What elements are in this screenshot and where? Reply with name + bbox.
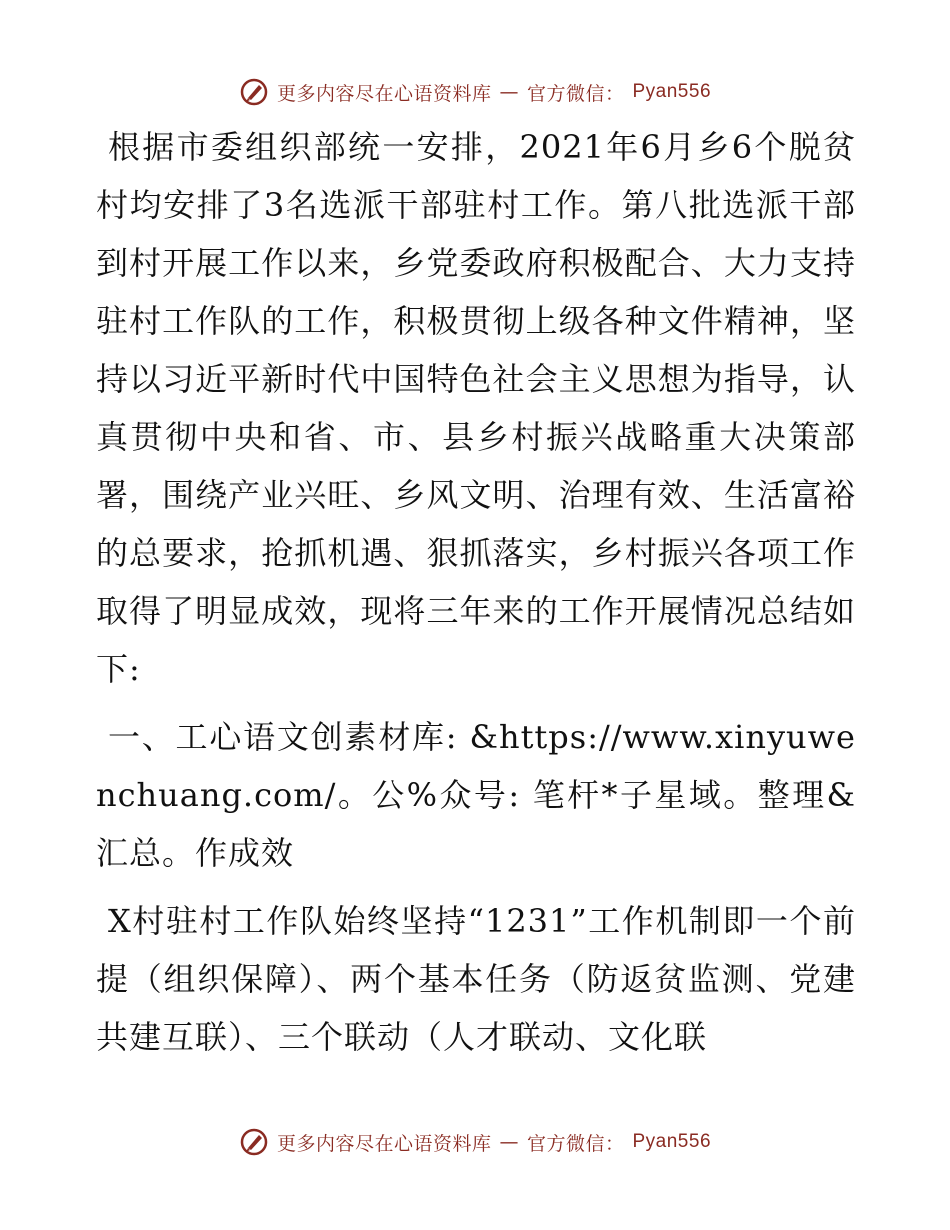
pen-logo-icon	[239, 77, 269, 107]
pen-logo-icon	[239, 1127, 269, 1157]
watermark-wechat-id: Pyan556	[632, 1131, 712, 1152]
paragraph-mechanism: X村驻村工作队始终坚持“1231”工作机制即一个前提（组织保障）、两个基本任务（防返贫监测、党建共建互联）、三个联动（人才联动、文化联	[96, 902, 856, 1056]
header-watermark	[0, 72, 950, 112]
watermark-wechat-label: 官方微信：	[526, 1132, 625, 1155]
footer-watermark	[0, 1122, 950, 1162]
document-body	[96, 118, 856, 1066]
watermark-text: 更多内容尽在心语资料库	[276, 1132, 492, 1155]
paragraph-intro: 根据市委组织部统一安排，2021年6月乡6个脱贫村均安排了3名选派干部驻村工作。第八批选派干部到村开展工作以来，乡党委政府积极配合、大力支持驻村工作队的工作，积极贯彻上级各种文件精神，坚持以习近平新时代中国特色社会主义思想为指导，认真贯彻中央和省、市、县乡村振兴战略重大决策部署，围绕产业兴旺、乡风文明、治理有效、生活富裕的总要求，抢抓机遇、狠抓落实，乡村振兴各项工作取得了明显成效，现将三年来的工作开展情况总结如下:	[96, 128, 856, 688]
watermark-separator: —	[499, 81, 519, 103]
paragraph-section-heading: 一、工心语文创素材库: &https://www.xinyuwenchuang.com/。公%众号: 笔杆*子星域。整理&汇总。作成效	[96, 718, 856, 872]
watermark-text: 更多内容尽在心语资料库	[276, 82, 492, 105]
watermark-wechat-label: 官方微信：	[526, 82, 625, 105]
watermark-separator: —	[499, 1131, 519, 1153]
watermark-wechat-id: Pyan556	[632, 81, 712, 102]
